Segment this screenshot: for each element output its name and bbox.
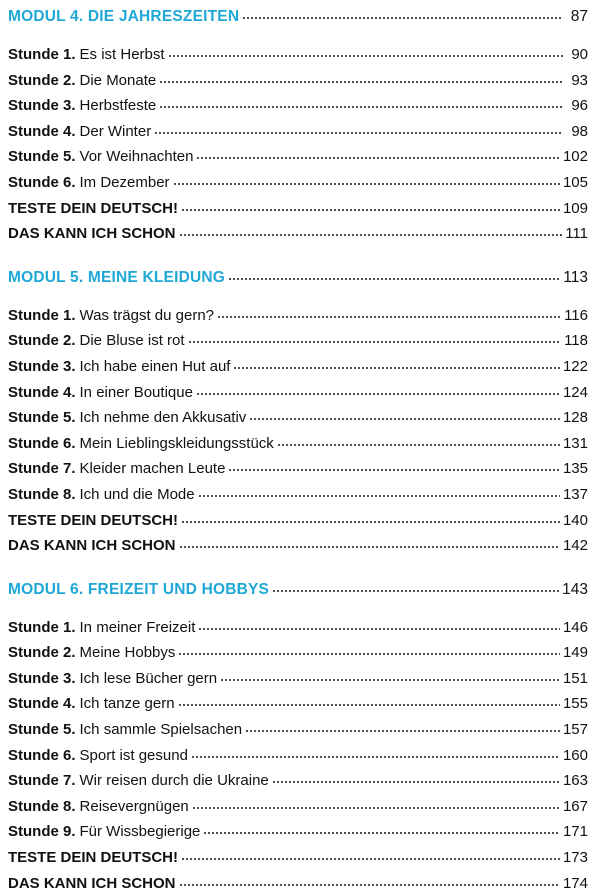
- test-entry[interactable]: [8, 508, 588, 534]
- lesson-title: Reisevergnügen: [79, 797, 189, 815]
- dot-leader: [242, 16, 563, 20]
- dot-leader: [159, 80, 563, 84]
- page-number: 98: [571, 122, 588, 140]
- lesson-entry[interactable]: [8, 666, 588, 692]
- lesson-label: Stunde 4.: [8, 122, 76, 140]
- test-title: TESTE DEIN DEUTSCH!: [8, 199, 179, 217]
- page-number: 137: [562, 485, 588, 503]
- lesson-title: Ich tanze gern: [79, 695, 175, 713]
- lesson-label: Stunde 6.: [8, 173, 76, 191]
- lesson-title: Im Dezember: [79, 173, 170, 191]
- dot-leader: [188, 340, 562, 344]
- dot-leader: [196, 156, 559, 160]
- lesson-entry[interactable]: [8, 482, 588, 508]
- page-number: 122: [562, 357, 588, 375]
- module-heading[interactable]: [8, 265, 588, 291]
- lesson-label: Stunde 2.: [8, 644, 76, 662]
- page-number: 131: [562, 434, 588, 452]
- dot-leader: [181, 857, 560, 861]
- lesson-title: Sport ist gesund: [79, 746, 188, 764]
- lesson-label: Stunde 1.: [8, 306, 76, 324]
- review-entry[interactable]: [8, 533, 588, 559]
- lesson-entry[interactable]: [8, 743, 588, 769]
- page-number: 142: [562, 537, 588, 555]
- page-number: 113: [563, 268, 588, 286]
- lesson-entry[interactable]: [8, 328, 588, 354]
- lesson-title: Die Bluse ist rot: [79, 332, 185, 350]
- dot-leader: [192, 806, 560, 810]
- lesson-title: Ich sammle Spielsachen: [79, 721, 243, 739]
- page-number: 109: [562, 199, 588, 217]
- page-number: 157: [562, 721, 588, 739]
- page-number: 151: [562, 669, 588, 687]
- dot-leader: [220, 678, 560, 682]
- lesson-title: Wir reisen durch die Ukraine: [79, 772, 269, 790]
- lesson-title: Ich lese Bücher gern: [79, 669, 218, 687]
- lesson-entry[interactable]: [8, 303, 588, 329]
- page-number: 143: [562, 580, 588, 598]
- lesson-entry[interactable]: [8, 68, 588, 94]
- lesson-title: Was trägst du gern?: [79, 306, 215, 324]
- lesson-label: Stunde 5.: [8, 721, 76, 739]
- review-title: DAS KANN ICH SCHON: [8, 225, 176, 243]
- lesson-entry[interactable]: [8, 717, 588, 743]
- dot-leader: [196, 392, 560, 396]
- module-title: MODUL 5. MEINE KLEIDUNG: [8, 268, 226, 286]
- dot-leader: [181, 520, 560, 524]
- dot-leader: [198, 494, 560, 498]
- test-entry[interactable]: [8, 845, 588, 871]
- lesson-entry[interactable]: [8, 380, 588, 406]
- lesson-label: Stunde 1.: [8, 618, 76, 636]
- dot-leader: [168, 54, 563, 58]
- lesson-title: Vor Weihnachten: [79, 148, 194, 166]
- page-number: 105: [562, 173, 588, 191]
- module-heading[interactable]: [8, 4, 588, 30]
- lesson-entry[interactable]: [8, 144, 588, 170]
- lesson-entry[interactable]: [8, 93, 588, 119]
- lesson-entry[interactable]: [8, 794, 588, 820]
- lesson-title: Für Wissbegierige: [79, 823, 201, 841]
- page-number: 135: [562, 460, 588, 478]
- lesson-label: Stunde 3.: [8, 669, 76, 687]
- lesson-label: Stunde 1.: [8, 46, 76, 63]
- lesson-entry[interactable]: [8, 456, 588, 482]
- lesson-label: Stunde 2.: [8, 71, 76, 89]
- page-number: 140: [562, 511, 588, 529]
- page-number: 93: [571, 71, 588, 89]
- page-number: 124: [562, 383, 588, 401]
- lesson-label: Stunde 2.: [8, 332, 76, 350]
- dot-leader: [191, 755, 560, 759]
- review-title: DAS KANN ICH SCHON: [8, 537, 176, 555]
- module-title: MODUL 4. DIE JAHRESZEITEN: [8, 8, 240, 25]
- page-number: 96: [571, 97, 588, 115]
- page-number: 116: [564, 306, 588, 324]
- dot-leader: [181, 208, 560, 212]
- page-number: 167: [562, 797, 588, 815]
- page-number: 111: [565, 225, 588, 243]
- lesson-entry[interactable]: [8, 691, 588, 717]
- dot-leader: [228, 277, 560, 281]
- dot-leader: [233, 366, 560, 370]
- module-5-section: [8, 265, 588, 559]
- dot-leader: [272, 589, 559, 593]
- page-number: 149: [562, 644, 588, 662]
- review-entry[interactable]: [8, 871, 588, 896]
- lesson-title: Die Monate: [79, 71, 157, 89]
- lesson-title: Der Winter: [79, 122, 152, 140]
- page-number: 160: [562, 746, 588, 764]
- page-number: 173: [562, 849, 588, 867]
- lesson-entry[interactable]: [8, 768, 588, 794]
- lesson-title: Mein Lieblingskleidungsstück: [79, 434, 274, 452]
- module-heading[interactable]: [8, 577, 588, 603]
- page-number: 87: [570, 8, 588, 25]
- lesson-entry[interactable]: [8, 42, 588, 68]
- page-number: 171: [562, 823, 588, 841]
- dot-leader: [179, 545, 560, 549]
- page-number: 118: [564, 332, 588, 350]
- dot-leader: [159, 105, 563, 109]
- lesson-label: Stunde 4.: [8, 695, 76, 713]
- lesson-label: Stunde 3.: [8, 97, 76, 115]
- lesson-title: Ich habe einen Hut auf: [79, 357, 231, 375]
- dot-leader: [217, 315, 561, 319]
- dot-leader: [277, 443, 560, 447]
- review-entry[interactable]: [8, 221, 588, 247]
- dot-leader: [179, 233, 563, 237]
- page-number: 146: [562, 618, 588, 636]
- lesson-entry[interactable]: [8, 405, 588, 431]
- page-number: 163: [562, 772, 588, 790]
- dot-leader: [178, 703, 560, 707]
- page-number: 174: [562, 874, 588, 892]
- lesson-label: Stunde 7.: [8, 460, 76, 478]
- lesson-title: Kleider machen Leute: [79, 460, 226, 478]
- lesson-title: Ich nehme den Akkusativ: [79, 409, 247, 427]
- test-title: TESTE DEIN DEUTSCH!: [8, 849, 179, 867]
- lesson-title: Ich und die Mode: [79, 485, 195, 503]
- lesson-label: Stunde 3.: [8, 357, 76, 375]
- lesson-label: Stunde 8.: [8, 485, 76, 503]
- module-4-section: [8, 4, 588, 247]
- module-title: MODUL 6. FREIZEIT UND HOBBYS: [8, 580, 270, 598]
- lesson-title: In meiner Freizeit: [79, 618, 196, 636]
- lesson-label: Stunde 9.: [8, 823, 76, 841]
- lesson-label: Stunde 5.: [8, 148, 76, 166]
- lesson-label: Stunde 8.: [8, 797, 76, 815]
- lesson-title: Meine Hobbys: [79, 644, 176, 662]
- dot-leader: [245, 729, 560, 733]
- dot-leader: [249, 417, 560, 421]
- dot-leader: [178, 652, 560, 656]
- lesson-entry[interactable]: [8, 354, 588, 380]
- dot-leader: [272, 780, 560, 784]
- lesson-label: Stunde 4.: [8, 383, 76, 401]
- lesson-label: Stunde 6.: [8, 746, 76, 764]
- page-number: 128: [562, 409, 588, 427]
- dot-leader: [198, 627, 560, 631]
- dot-leader: [154, 131, 563, 135]
- lesson-label: Stunde 5.: [8, 409, 76, 427]
- lesson-title: Es ist Herbst: [79, 46, 165, 63]
- lesson-entry[interactable]: [8, 431, 588, 457]
- page-number: 102: [562, 148, 588, 166]
- lesson-entry[interactable]: [8, 615, 588, 641]
- test-entry[interactable]: [8, 196, 588, 222]
- dot-leader: [203, 831, 560, 835]
- lesson-entry[interactable]: [8, 640, 588, 666]
- dot-leader: [173, 182, 560, 186]
- lesson-title: Herbstfeste: [79, 97, 157, 115]
- lesson-label: Stunde 6.: [8, 434, 76, 452]
- review-title: DAS KANN ICH SCHON: [8, 874, 176, 892]
- lesson-title: In einer Boutique: [79, 383, 193, 401]
- dot-leader: [228, 468, 560, 472]
- page-number: 90: [571, 46, 588, 63]
- test-title: TESTE DEIN DEUTSCH!: [8, 511, 179, 529]
- lesson-entry[interactable]: [8, 119, 588, 145]
- page-number: 155: [562, 695, 588, 713]
- lesson-label: Stunde 7.: [8, 772, 76, 790]
- lesson-entry[interactable]: [8, 170, 588, 196]
- module-6-section: [8, 577, 588, 896]
- lesson-entry[interactable]: [8, 819, 588, 845]
